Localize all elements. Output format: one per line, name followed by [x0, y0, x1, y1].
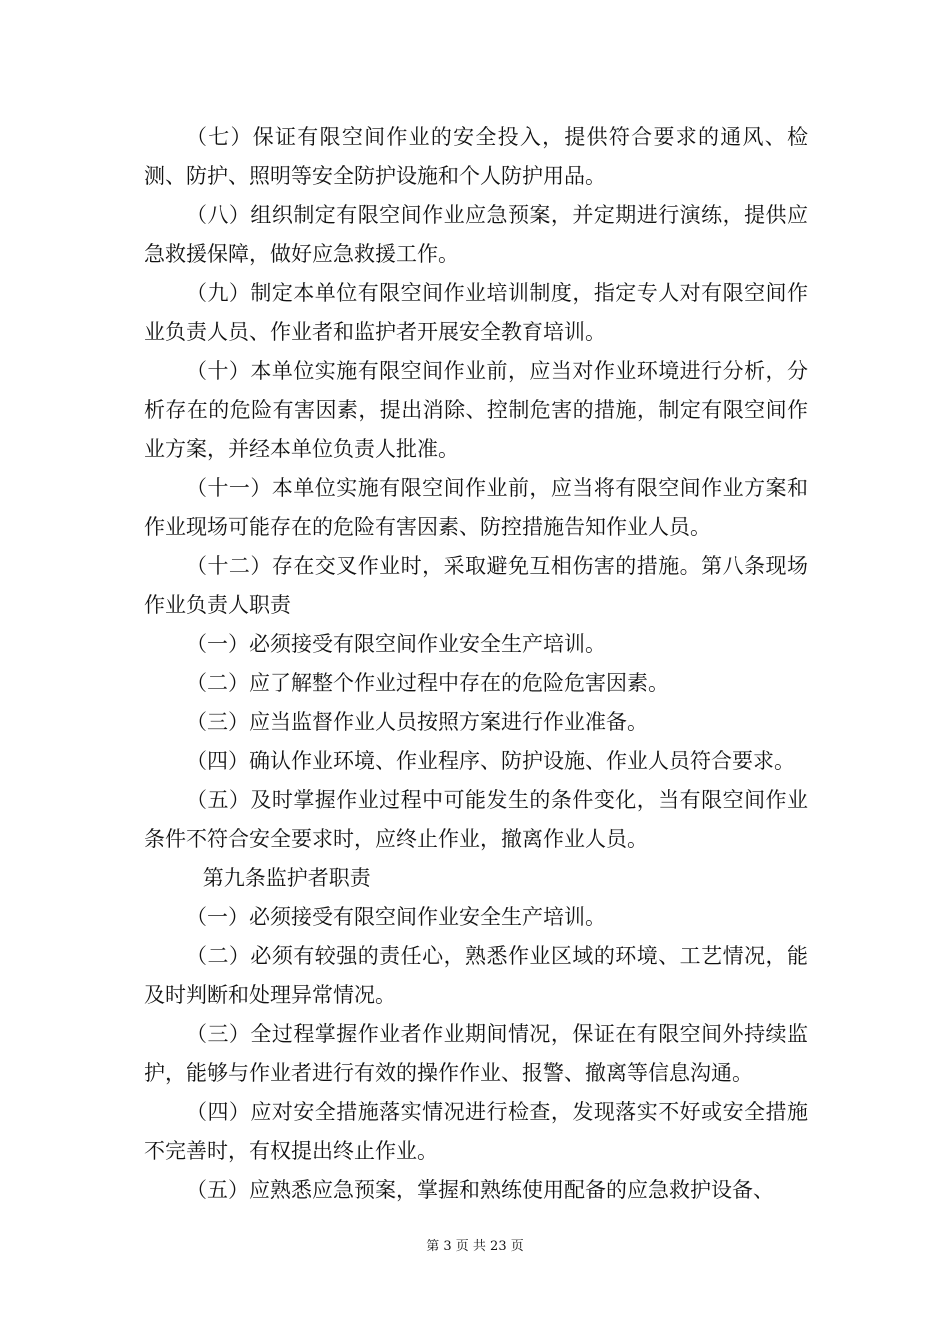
paragraph-leader-duty-4: （四）确认作业环境、作业程序、防护设施、作业人员符合要求。 — [186, 749, 795, 773]
paragraph-item-7: （七）保证有限空间作业的安全投入，提供符合要求的通风、检测、防护、照明等安全防护设施和个人防护用品。 — [144, 125, 808, 188]
paragraph-guardian-duty-5: （五）应熟悉应急预案，掌握和熟练使用配备的应急救护设备、 — [186, 1178, 774, 1202]
paragraph-guardian-duty-4: （四）应对安全措施落实情况进行检查，发现落实不好或安全措施不完善时，有权提出终止作业。 — [144, 1100, 808, 1163]
paragraph-item-8: （八）组织制定有限空间作业应急预案，并定期进行演练，提供应急救援保障，做好应急救援工作。 — [144, 203, 808, 266]
paragraph-item-12: （十二）存在交叉作业时，采取避免互相伤害的措施。第八条现场作业负责人职责 — [144, 554, 808, 617]
section-heading-article-9: 第九条监护者职责 — [202, 866, 371, 890]
paragraph-item-10: （十）本单位实施有限空间作业前，应当对作业环境进行分析，分析存在的危险有害因素，提出消除、控制危害的措施，制定有限空间作业方案，并经本单位负责人批准。 — [144, 359, 808, 461]
paragraph-item-11: （十一）本单位实施有限空间作业前，应当将有限空间作业方案和作业现场可能存在的危险有害因素、防控措施告知作业人员。 — [144, 476, 808, 539]
paragraph-leader-duty-3: （三）应当监督作业人员按照方案进行作业准备。 — [186, 710, 648, 734]
paragraph-item-9: （九）制定本单位有限空间作业培训制度，指定专人对有限空间作业负责人员、作业者和监护者开展安全教育培训。 — [144, 281, 808, 344]
document-body — [144, 118, 808, 1210]
paragraph-leader-duty-2: （二）应了解整个作业过程中存在的危险危害因素。 — [186, 671, 669, 695]
paragraph-guardian-duty-2: （二）必须有较强的责任心，熟悉作业区域的环境、工艺情况，能及时判断和处理异常情况。 — [144, 944, 808, 1007]
paragraph-guardian-duty-3: （三）全过程掌握作业者作业期间情况，保证在有限空间外持续监护，能够与作业者进行有效的操作作业、报警、撤离等信息沟通。 — [144, 1022, 808, 1085]
paragraph-guardian-duty-1: （一）必须接受有限空间作业安全生产培训。 — [186, 905, 606, 929]
paragraph-leader-duty-1: （一）必须接受有限空间作业安全生产培训。 — [186, 632, 606, 656]
paragraph-leader-duty-5: （五）及时掌握作业过程中可能发生的条件变化，当有限空间作业条件不符合安全要求时，应终止作业，撤离作业人员。 — [144, 788, 808, 851]
page-number-footer: 第 3 页 共 23 页 — [426, 1239, 524, 1254]
